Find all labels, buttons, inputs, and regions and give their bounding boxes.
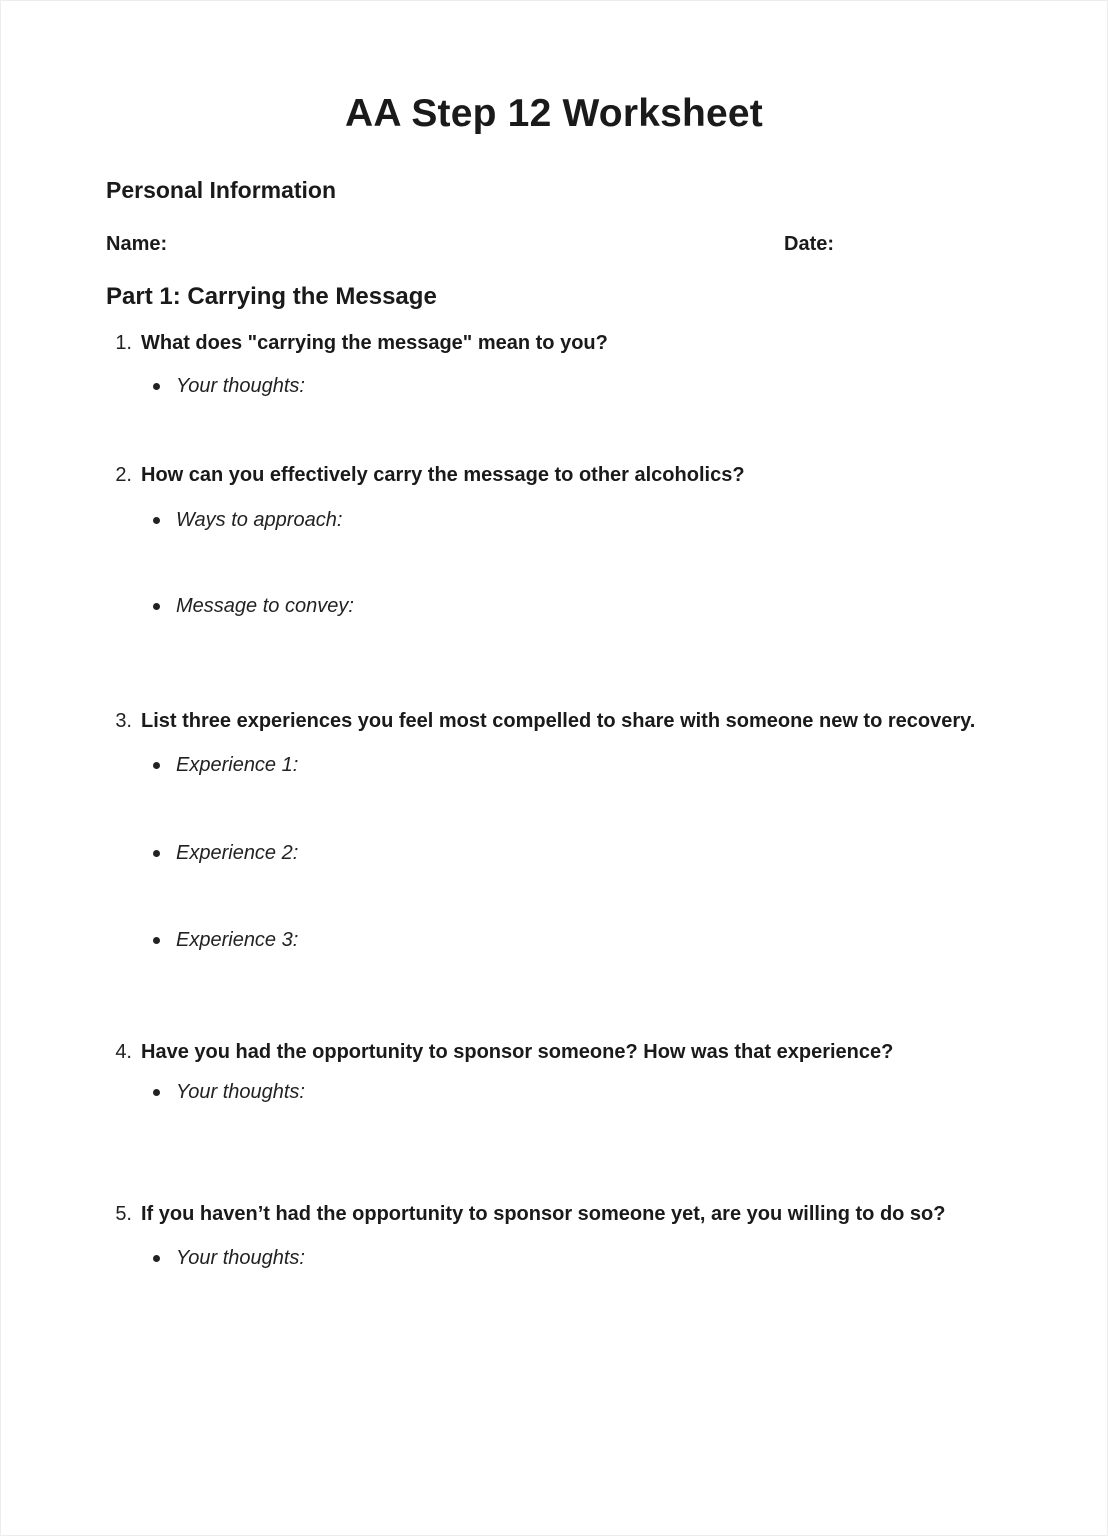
question-1-answer-prompt [106,373,1009,399]
name-label: Name: [106,233,168,255]
answer-prompt-label: Experience 1: [176,754,299,776]
question-3-answer-prompt-3 [106,927,1009,953]
bullet-icon [153,762,160,769]
bullet-icon [153,1089,160,1096]
answer-prompt-label: Experience 2: [176,842,299,864]
question-3-answer-prompt-1 [106,752,1009,778]
bullet-icon [153,937,160,944]
name-date-row [106,231,1009,257]
question-list [106,330,1009,1271]
question-5-answer-prompt [106,1245,1009,1271]
answer-prompt-label: Your thoughts: [176,375,305,397]
page-title: AA Step 12 Worksheet [345,92,763,135]
question-2-number: 2. [115,464,132,486]
question-4-number: 4. [115,1041,132,1063]
question-4-answer-prompt [106,1079,1009,1105]
question-2-answer-prompt-1 [106,507,1009,533]
bullet-icon [153,383,160,390]
personal-information-heading: Personal Information [106,177,337,203]
question-4-text: Have you had the opportunity to sponsor someone? How was that experience? [141,1041,894,1063]
answer-prompt-label: Your thoughts: [176,1081,305,1103]
question-2-answer-prompt-2 [106,593,1009,619]
answer-prompt-label: Experience 3: [176,929,299,951]
question-1-number: 1. [115,332,132,354]
date-label: Date: [784,233,835,255]
answer-prompt-label: Your thoughts: [176,1247,305,1269]
part1-heading: Part 1: Carrying the Message [106,283,437,310]
question-1 [106,330,1009,356]
question-3-number: 3. [115,710,132,732]
answer-prompt-label: Message to convey: [176,595,354,617]
bullet-icon [153,1255,160,1262]
bullet-icon [153,850,160,857]
bullet-icon [153,517,160,524]
question-2-text: How can you effectively carry the message to other alcoholics? [141,464,745,486]
answer-prompt-label: Ways to approach: [176,509,343,531]
question-2 [106,462,1009,488]
question-5-number: 5. [115,1203,132,1225]
question-4 [106,1039,1009,1065]
question-3 [106,708,1009,734]
question-3-text: List three experiences you feel most compelled to share with someone new to recovery. [141,710,976,732]
bullet-icon [153,603,160,610]
question-1-text: What does "carrying the message" mean to you? [141,332,608,354]
question-5-text: If you haven’t had the opportunity to sponsor someone yet, are you willing to do so? [141,1203,946,1225]
question-5 [106,1201,1009,1227]
question-3-answer-prompt-2 [106,840,1009,866]
